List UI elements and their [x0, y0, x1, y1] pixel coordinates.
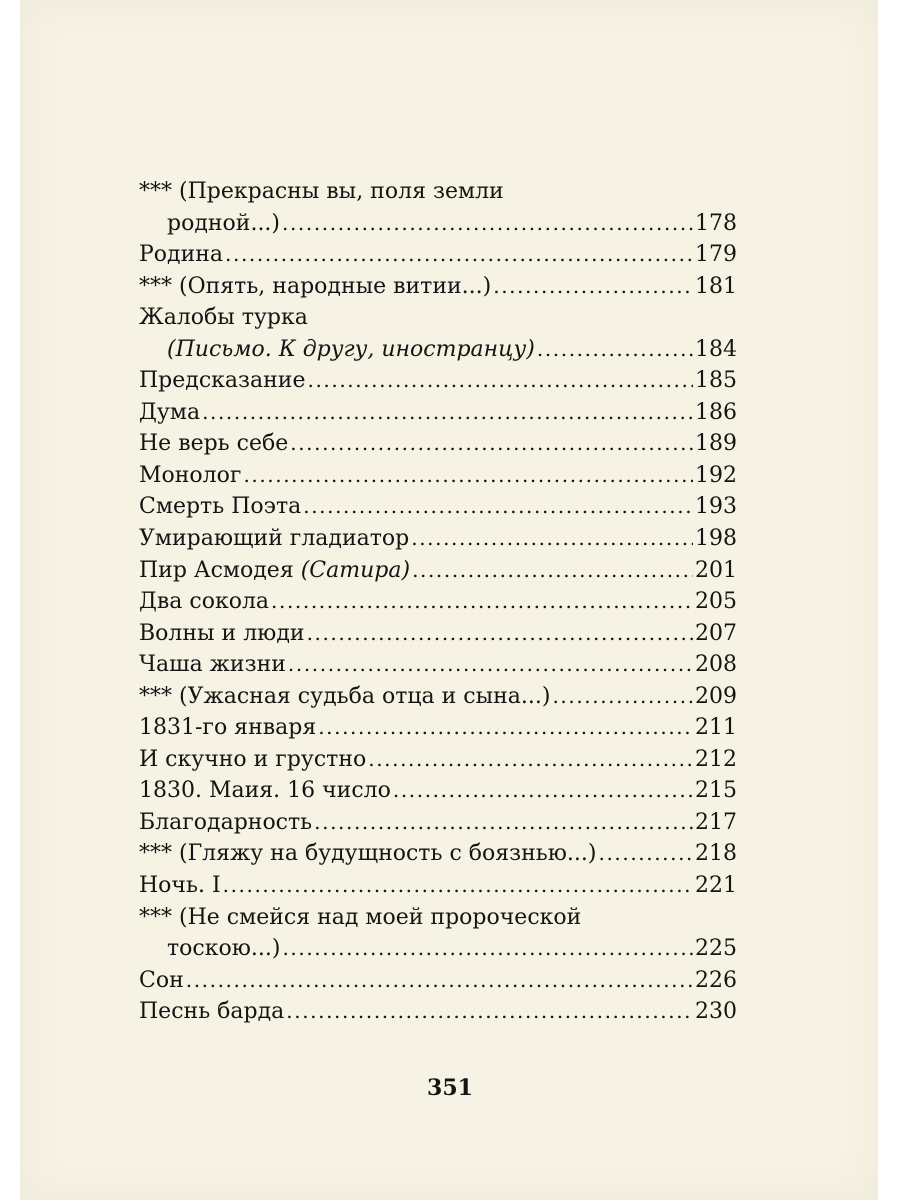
dot-leader [368, 744, 693, 776]
toc-entry [139, 302, 737, 334]
toc-entry [139, 649, 737, 681]
dot-leader [243, 460, 693, 492]
toc-entry-page: 184 [695, 336, 737, 362]
toc-entry-title: 1831-го января [139, 715, 317, 741]
toc-entry-title: Не верь себе [139, 431, 289, 457]
toc-entry-page: 201 [695, 557, 737, 583]
toc-entry [139, 428, 737, 460]
dot-leader [288, 649, 693, 681]
dot-leader [307, 365, 693, 397]
toc-entry-page: 225 [695, 936, 737, 962]
toc-entry-page: 209 [695, 683, 737, 709]
toc-entry-title: Предсказание [139, 368, 306, 394]
toc-entry [139, 965, 737, 997]
toc-entry-title: (Письмо. К другу, иностранцу) [167, 336, 535, 362]
toc-entry-title: *** (Гляжу на будущность с боязнью...) [139, 841, 597, 867]
dot-leader [223, 870, 693, 902]
toc-entry-page: 212 [695, 746, 737, 772]
toc-entry-page: 217 [695, 809, 737, 835]
toc-entry-title: Родина [139, 242, 224, 268]
toc-entry [139, 334, 737, 366]
toc-entry-title: *** (Ужасная судьба отца и сына...) [139, 683, 551, 709]
dot-leader [411, 523, 693, 555]
toc-entry-page: 205 [695, 589, 737, 615]
toc-entry-page: 179 [695, 242, 737, 268]
dot-leader [286, 996, 693, 1028]
toc-entry-title: *** (Прекрасны вы, поля земли [139, 179, 504, 204]
toc-entry-title: 1830. Маия. 16 число [139, 778, 391, 804]
dot-leader [282, 933, 693, 965]
toc-entry [139, 239, 737, 271]
toc-entry [139, 807, 737, 839]
toc-entry [139, 586, 737, 618]
toc-entry-subtitle: (Сатира) [300, 557, 411, 583]
toc-entry-page: 192 [695, 462, 737, 488]
toc-entry-page: 189 [695, 431, 737, 457]
toc-entry-title-group [139, 555, 410, 587]
toc-entry-title: Ночь. I [139, 873, 221, 899]
toc-entry [139, 870, 737, 902]
toc-entry-page: 211 [695, 715, 737, 741]
toc-entry-title: Чаша жизни [139, 652, 286, 678]
toc-entry-title: Смерть Поэта [139, 494, 302, 520]
toc-entry [139, 744, 737, 776]
toc-entry-title: Два сокола [139, 589, 270, 615]
toc-entry-page: 207 [695, 620, 737, 646]
dot-leader [202, 397, 693, 429]
dot-leader [599, 838, 694, 870]
toc-entry-title: Пир Асмодея [139, 557, 301, 583]
table-of-contents [139, 176, 737, 1028]
toc-entry-page: 198 [695, 526, 737, 552]
toc-entry-title: Волны и люди [139, 620, 305, 646]
dot-leader [303, 491, 693, 523]
dot-leader [314, 807, 693, 839]
toc-entry [139, 365, 737, 397]
page-number: 351 [427, 1075, 473, 1101]
toc-entry-title: Монолог [139, 462, 242, 488]
toc-entry-title: Сон [139, 967, 184, 993]
toc-entry-title: Умирающий гладиатор [139, 526, 410, 552]
toc-entry [139, 712, 737, 744]
toc-entry [139, 933, 737, 965]
toc-entry [139, 271, 737, 303]
toc-entry [139, 902, 737, 934]
dot-leader [186, 965, 693, 997]
toc-entry-page: 215 [695, 778, 737, 804]
dot-leader [307, 618, 693, 650]
toc-entry [139, 397, 737, 429]
dot-leader [225, 239, 693, 271]
toc-entry-page: 193 [695, 494, 737, 520]
toc-entry [139, 618, 737, 650]
toc-entry-page: 181 [695, 273, 737, 299]
toc-entry-title: тоскою...) [167, 936, 281, 962]
toc-entry-page: 230 [695, 999, 737, 1025]
toc-entry-page: 218 [695, 841, 737, 867]
toc-entry [139, 176, 737, 208]
toc-entry [139, 996, 737, 1028]
toc-entry-page: 185 [695, 368, 737, 394]
toc-entry-title: Дума [139, 399, 201, 425]
dot-leader [290, 428, 693, 460]
toc-entry-title: И скучно и грустно [139, 746, 367, 772]
dot-leader [493, 271, 693, 303]
toc-entry-title: *** (Опять, народные витии...) [139, 273, 492, 299]
toc-entry [139, 460, 737, 492]
toc-entry [139, 775, 737, 807]
toc-entry [139, 555, 737, 587]
toc-entry [139, 491, 737, 523]
dot-leader [318, 712, 693, 744]
toc-entry-page: 226 [695, 967, 737, 993]
toc-entry-page: 208 [695, 652, 737, 678]
toc-entry [139, 838, 737, 870]
toc-entry-page: 221 [695, 873, 737, 899]
dot-leader [393, 775, 693, 807]
dot-leader [552, 681, 693, 713]
dot-leader [271, 586, 693, 618]
toc-entry [139, 523, 737, 555]
dot-leader [282, 208, 693, 240]
toc-entry-title: родной...) [167, 210, 281, 236]
toc-entry [139, 681, 737, 713]
toc-entry-page: 186 [695, 399, 737, 425]
toc-entry-page: 178 [695, 210, 737, 236]
toc-entry-title: Жалобы турка [139, 305, 308, 331]
toc-entry-title: *** (Не смейся над моей пророческой [139, 904, 582, 930]
toc-entry [139, 208, 737, 240]
toc-entry-title: Песнь барда [139, 999, 285, 1025]
dot-leader [537, 334, 693, 366]
toc-entry-title: Благодарность [139, 809, 313, 835]
dot-leader [412, 555, 693, 587]
